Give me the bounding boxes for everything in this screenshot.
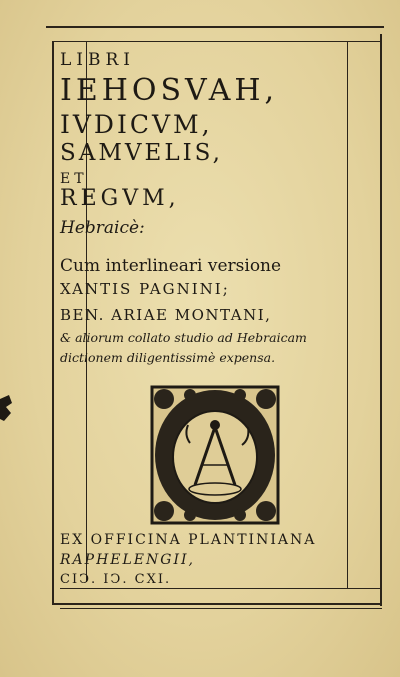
subtitle-line-ben: BEN. ARIAE MONTANI, [60, 306, 272, 324]
title-line-libri: LIBRI [60, 50, 136, 70]
printers-device-icon [150, 385, 280, 525]
frame-bottom-outer-rule [60, 608, 382, 609]
title-line-iehosvah: IEHOSVAH, [60, 73, 279, 108]
frame-right-inner-rule [347, 42, 348, 588]
subtitle-line-aliorum: & aliorum collato studio ad Hebraicam [60, 330, 307, 345]
frame-right-rule [380, 34, 382, 606]
imprint-officina: EX OFFICINA PLANTINIANA [60, 532, 317, 548]
title-line-iudicum: IVDICVM, [60, 110, 213, 139]
imprint-date: CIↃ. IↃ. CXI. [60, 572, 172, 587]
subtitle-line-dictionem: dictionem diligentissimè expensa. [60, 350, 276, 365]
subtitle-line-xantis: XANTIS PAGNINI; [60, 280, 230, 298]
title-line-et: ET [60, 171, 88, 187]
frame-bottom-inner-rule [60, 588, 380, 589]
subtitle-line-cum: Cum interlineari versione [60, 256, 282, 276]
ink-smudge-icon [0, 395, 14, 421]
title-line-hebraice: Hebraicè: [60, 218, 145, 238]
title-line-regum: REGVM, [60, 186, 180, 211]
title-line-samuelis: SAMVELIS, [60, 140, 223, 166]
frame-left-rule [52, 41, 54, 604]
frame-bottom-rule [52, 603, 382, 605]
imprint-raphelengii: RAPHELENGII, [60, 552, 195, 568]
frame-top-rule [46, 26, 384, 28]
frame-top-inner-rule [54, 41, 382, 42]
